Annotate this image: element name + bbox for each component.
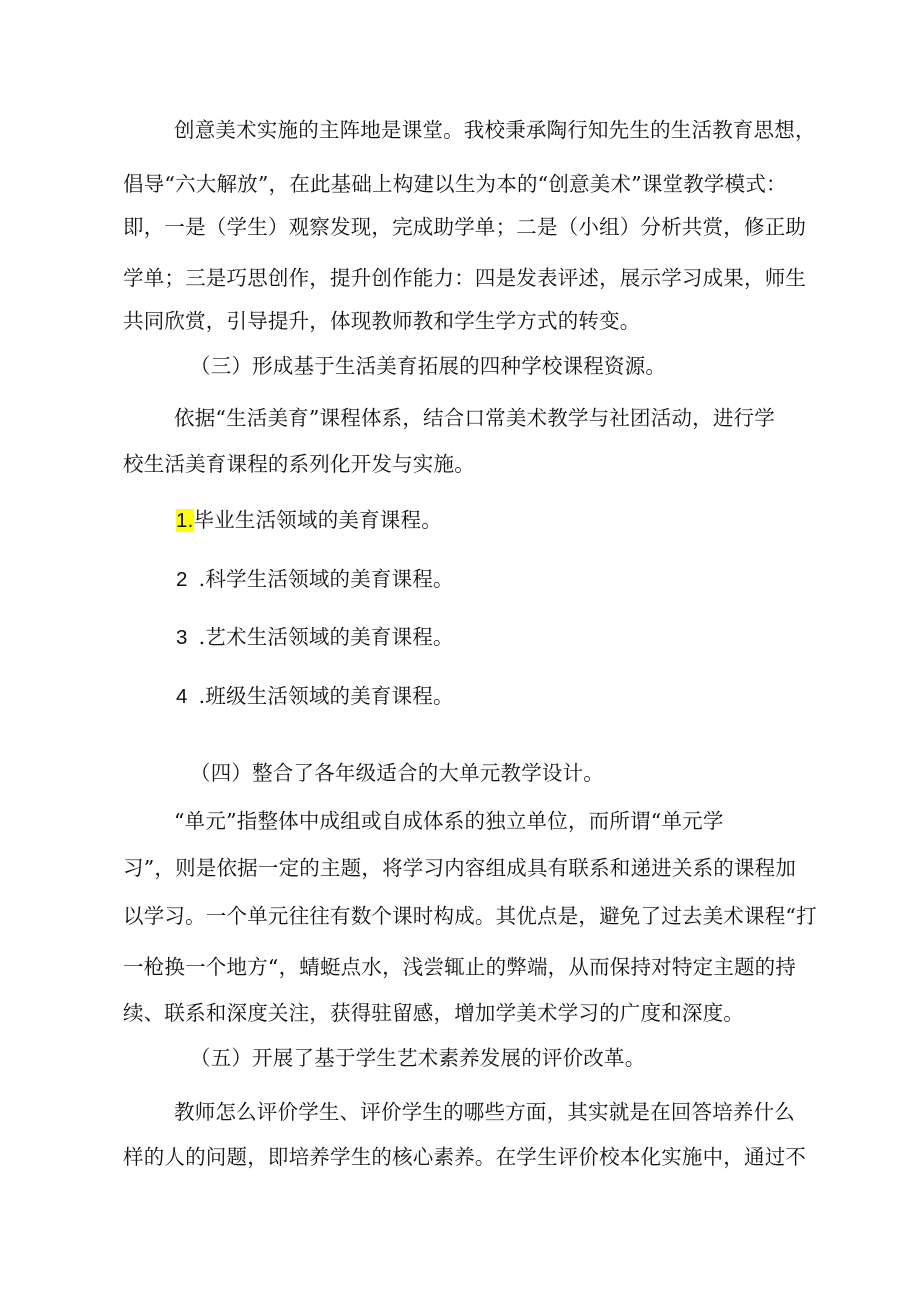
paragraph-4-line-2: 样的人的问题，即培养学生的核心素养。在学生评价校本化实施中，通过不 (123, 1145, 807, 1169)
paragraph-1-line-2: 倡导“六大解放”，在此基础上构建以生为本的“创意美术”课堂教学模式： (123, 172, 787, 196)
paragraph-3-line-5: 续、联系和深度关注，获得驻留感，增加学美术学习的广度和深度。 (123, 1001, 744, 1025)
paragraph-1-line-3: 即，一是（学生）观察发现，完成助学单；二是（小组）分析共赏，修正助 (123, 215, 807, 239)
list-item-text: .艺术生活领域的美育课程。 (198, 625, 454, 649)
list-item-number: 2 (176, 568, 188, 591)
list-item-number: 3 (176, 626, 188, 649)
paragraph-2-line-1: 依据“生活美育”课程体系，结合口常美术教学与社团活动，进行学 (174, 406, 775, 430)
list-item-2 (176, 569, 454, 591)
list-item-text: .班级生活领域的美育课程。 (198, 684, 454, 708)
paragraph-4-line-1: 教师怎么评价学生、评价学生的哪些方面，其实就是在回答培养什么 (174, 1100, 795, 1124)
list-item-text: .科学生活领域的美育课程。 (198, 567, 454, 591)
list-item-number: 4 (176, 685, 188, 708)
paragraph-3-line-4: 一枪换一个地方“，蜻蜓点水，浅尝辄止的弊端，从而保持对特定主题的持 (123, 955, 797, 979)
paragraph-3-line-3: 以学习。一个单元往往有数个课时构成。其优点是，避免了过去美术课程“打 (123, 904, 817, 928)
paragraph-1-line-1: 创意美术实施的主阵地是课堂。我校秉承陶行知先生的生活教育思想， (174, 118, 816, 142)
paragraph-2-line-2: 校生活美育课程的系列化开发与实施。 (123, 452, 475, 476)
list-item-3 (176, 627, 454, 649)
list-item-1 (176, 510, 442, 532)
list-item-number-highlighted: 1. (176, 509, 194, 532)
list-item-4 (176, 686, 454, 708)
paragraph-1-line-4: 学单；三是巧思创作，提升创作能力：四是发表评述，展示学习成果，师生 (123, 266, 807, 290)
section-heading-5: （五）开展了基于学生艺术素养发展的评价改革。 (190, 1046, 646, 1070)
list-item-text: 毕业生活领域的美育课程。 (193, 508, 442, 532)
paragraph-3-line-1: “单元”指整体中成组或自成体系的独立单位，而所谓“单元学 (174, 809, 724, 833)
section-heading-4: （四）整合了各年级适合的大单元教学设计。 (190, 761, 604, 785)
section-heading-3: （三）形成基于生活美育拓展的四种学校课程资源。 (190, 354, 667, 378)
paragraph-3-line-2: 习”，则是依据一定的主题，将学习内容组成具有联系和递进关系的课程加 (123, 856, 797, 880)
paragraph-1-line-5: 共同欣赏，引导提升，体现教师教和学生学方式的转变。 (123, 309, 641, 333)
